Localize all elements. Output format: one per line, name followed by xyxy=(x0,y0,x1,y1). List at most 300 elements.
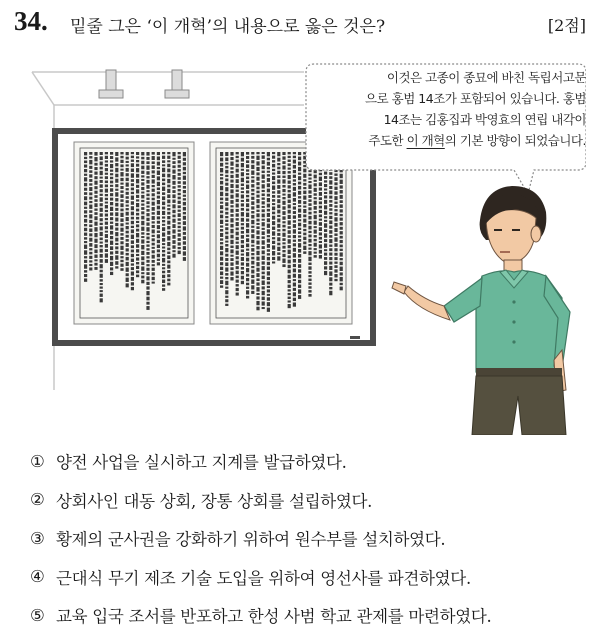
choice-text: 교육 입국 조서를 반포하고 한성 사범 학교 관제를 마련하였다. xyxy=(56,607,492,627)
document-glyph xyxy=(220,277,223,279)
document-glyph xyxy=(162,179,165,182)
document-glyph xyxy=(314,235,317,237)
document-glyph xyxy=(100,152,103,155)
document-glyph xyxy=(329,190,332,194)
document-glyph xyxy=(84,202,87,206)
document-glyph xyxy=(334,191,337,194)
document-glyph xyxy=(152,250,155,253)
document-glyph xyxy=(110,246,113,250)
document-glyph xyxy=(319,197,322,200)
document-glyph xyxy=(105,198,108,200)
document-glyph xyxy=(298,196,301,198)
document-glyph xyxy=(288,230,291,234)
document-glyph xyxy=(246,169,249,171)
document-glyph xyxy=(146,297,149,301)
document-glyph xyxy=(146,286,149,289)
document-glyph xyxy=(256,161,259,165)
document-glyph xyxy=(334,237,337,241)
choice-number: ④ xyxy=(30,567,45,587)
document-glyph xyxy=(157,211,160,215)
document-glyph xyxy=(120,241,123,244)
document-glyph xyxy=(288,293,291,295)
document-glyph xyxy=(100,213,103,216)
document-glyph xyxy=(100,237,103,240)
document-glyph xyxy=(277,210,280,214)
document-glyph xyxy=(236,266,239,269)
document-glyph xyxy=(277,185,280,189)
document-glyph xyxy=(120,260,123,262)
document-glyph xyxy=(105,205,108,209)
document-glyph xyxy=(146,185,149,189)
document-glyph xyxy=(308,244,311,246)
document-glyph xyxy=(100,194,103,196)
document-glyph xyxy=(131,229,134,233)
document-glyph xyxy=(141,256,144,260)
document-glyph xyxy=(230,157,233,160)
document-glyph xyxy=(340,262,343,265)
document-glyph xyxy=(84,224,87,226)
document-glyph xyxy=(126,212,129,216)
document-glyph xyxy=(314,201,317,205)
document-glyph xyxy=(288,239,291,243)
document-glyph xyxy=(293,288,296,291)
document-glyph xyxy=(329,239,332,243)
document-glyph xyxy=(329,277,332,281)
document-glyph xyxy=(84,270,87,272)
document-glyph xyxy=(178,177,181,180)
document-glyph xyxy=(225,258,228,261)
document-glyph xyxy=(256,172,259,175)
document-glyph xyxy=(105,249,108,252)
document-glyph xyxy=(282,250,285,252)
document-glyph xyxy=(157,240,160,243)
document-glyph xyxy=(105,164,108,167)
document-glyph xyxy=(152,198,155,201)
document-glyph xyxy=(225,152,228,156)
document-glyph xyxy=(251,248,254,252)
document-glyph xyxy=(100,259,103,263)
document-glyph xyxy=(267,162,270,166)
document-glyph xyxy=(251,193,254,195)
document-glyph xyxy=(230,267,233,270)
document-glyph xyxy=(220,177,223,179)
document-glyph xyxy=(246,263,249,267)
document-glyph xyxy=(84,219,87,223)
document-glyph xyxy=(141,207,144,210)
document-glyph xyxy=(282,264,285,267)
document-glyph xyxy=(120,199,123,202)
document-glyph xyxy=(146,227,149,231)
document-glyph xyxy=(220,181,223,185)
document-glyph xyxy=(152,216,155,220)
document-glyph xyxy=(288,215,291,219)
document-glyph xyxy=(282,197,285,199)
document-glyph xyxy=(324,239,327,242)
document-glyph xyxy=(126,243,129,247)
document-glyph xyxy=(94,152,97,156)
document-glyph xyxy=(141,211,144,214)
document-glyph xyxy=(251,189,254,192)
document-glyph xyxy=(84,157,87,159)
document-glyph xyxy=(319,250,322,254)
document-glyph xyxy=(241,249,244,252)
document-glyph xyxy=(288,152,291,154)
document-glyph xyxy=(246,274,249,277)
document-glyph xyxy=(141,239,144,243)
document-glyph xyxy=(256,195,259,198)
document-glyph xyxy=(298,223,301,227)
document-glyph xyxy=(298,289,301,293)
document-glyph xyxy=(251,152,254,154)
document-glyph xyxy=(84,169,87,172)
choice-text: 상회사인 대동 상회, 장통 상회를 설립하였다. xyxy=(56,491,373,511)
document-glyph xyxy=(277,163,280,165)
document-glyph xyxy=(172,158,175,160)
document-glyph xyxy=(141,272,144,274)
document-glyph xyxy=(115,232,118,236)
document-glyph xyxy=(241,195,244,199)
document-glyph xyxy=(126,283,129,287)
document-glyph xyxy=(94,176,97,179)
document-glyph xyxy=(267,262,270,265)
document-glyph xyxy=(131,271,134,275)
document-glyph xyxy=(152,193,155,196)
document-glyph xyxy=(251,291,254,294)
document-glyph xyxy=(236,271,239,275)
document-glyph xyxy=(220,238,223,240)
document-glyph xyxy=(308,231,311,233)
document-glyph xyxy=(308,178,311,180)
document-glyph xyxy=(262,174,265,178)
document-glyph xyxy=(246,243,249,247)
document-glyph xyxy=(220,267,223,270)
document-glyph xyxy=(141,152,144,155)
document-glyph xyxy=(131,163,134,167)
document-glyph xyxy=(89,152,92,155)
document-glyph xyxy=(256,230,259,234)
document-glyph xyxy=(136,249,139,252)
document-glyph xyxy=(282,185,285,188)
document-glyph xyxy=(308,190,311,193)
document-glyph xyxy=(178,233,181,236)
document-glyph xyxy=(100,283,103,285)
document-glyph xyxy=(94,212,97,215)
document-glyph xyxy=(152,229,155,233)
document-glyph xyxy=(141,227,144,231)
document-glyph xyxy=(293,220,296,222)
document-glyph xyxy=(141,204,144,206)
document-glyph xyxy=(246,156,249,159)
document-glyph xyxy=(246,177,249,180)
document-glyph xyxy=(100,184,103,187)
choice-2[interactable] xyxy=(30,481,590,520)
document-glyph xyxy=(324,200,327,204)
choice-4[interactable] xyxy=(30,558,590,597)
document-glyph xyxy=(172,250,175,252)
document-glyph xyxy=(251,279,254,283)
document-glyph xyxy=(324,205,327,209)
document-glyph xyxy=(84,152,87,155)
document-glyph xyxy=(152,202,155,206)
document-glyph xyxy=(308,294,311,297)
document-glyph xyxy=(230,214,233,217)
document-glyph xyxy=(324,261,327,265)
document-glyph xyxy=(324,172,327,175)
document-glyph xyxy=(334,173,337,175)
document-glyph xyxy=(272,164,275,167)
document-glyph xyxy=(298,285,301,288)
document-glyph xyxy=(105,234,108,238)
document-glyph xyxy=(167,248,170,251)
document-glyph xyxy=(172,210,175,213)
document-glyph xyxy=(152,282,155,284)
document-glyph xyxy=(84,233,87,236)
document-glyph xyxy=(94,203,97,207)
document-glyph xyxy=(157,245,160,248)
document-glyph xyxy=(220,215,223,219)
document-glyph xyxy=(340,245,343,248)
document-glyph xyxy=(115,243,118,245)
document-glyph xyxy=(308,184,311,188)
document-glyph xyxy=(319,214,322,217)
document-glyph xyxy=(267,178,270,182)
document-glyph xyxy=(115,261,118,265)
document-glyph xyxy=(89,243,92,247)
document-glyph xyxy=(172,152,175,156)
document-glyph xyxy=(303,183,306,186)
document-glyph xyxy=(329,225,332,228)
document-glyph xyxy=(298,186,301,190)
document-glyph xyxy=(272,221,275,225)
document-glyph xyxy=(105,156,108,159)
document-glyph xyxy=(236,256,239,259)
document-glyph xyxy=(136,257,139,260)
document-glyph xyxy=(334,177,337,181)
document-glyph xyxy=(146,201,149,204)
document-glyph xyxy=(157,234,160,238)
document-glyph xyxy=(324,271,327,275)
document-glyph xyxy=(303,209,306,213)
document-glyph xyxy=(152,179,155,183)
document-glyph xyxy=(89,205,92,209)
document-glyph xyxy=(267,281,270,284)
document-glyph xyxy=(183,167,186,171)
document-glyph xyxy=(162,152,165,154)
choice-5[interactable] xyxy=(30,596,590,630)
document-glyph xyxy=(172,235,175,239)
document-glyph xyxy=(246,213,249,217)
document-glyph xyxy=(141,276,144,279)
document-glyph xyxy=(288,270,291,274)
document-glyph xyxy=(262,261,265,264)
document-glyph xyxy=(162,267,165,269)
document-glyph xyxy=(136,213,139,216)
document-glyph xyxy=(152,165,155,169)
document-glyph xyxy=(100,270,103,273)
document-glyph xyxy=(105,168,108,171)
document-glyph xyxy=(162,284,165,286)
document-glyph xyxy=(267,244,270,248)
document-glyph xyxy=(334,253,337,256)
document-glyph xyxy=(172,186,175,189)
document-glyph xyxy=(167,221,170,225)
document-glyph xyxy=(288,220,291,224)
document-glyph xyxy=(288,297,291,299)
document-glyph xyxy=(303,206,306,208)
document-glyph xyxy=(256,246,259,249)
document-glyph xyxy=(308,235,311,238)
document-glyph xyxy=(236,251,239,255)
document-glyph xyxy=(340,200,343,203)
document-glyph xyxy=(220,246,223,250)
document-glyph xyxy=(126,161,129,163)
document-glyph xyxy=(167,265,170,269)
document-glyph xyxy=(298,235,301,237)
document-glyph xyxy=(220,174,223,176)
document-glyph xyxy=(308,221,311,225)
document-glyph xyxy=(84,177,87,181)
document-glyph xyxy=(293,170,296,173)
document-glyph xyxy=(157,200,160,204)
document-glyph xyxy=(340,214,343,216)
document-glyph xyxy=(272,172,275,174)
document-glyph xyxy=(251,156,254,159)
document-glyph xyxy=(308,275,311,277)
document-glyph xyxy=(146,218,149,221)
document-glyph xyxy=(288,204,291,208)
document-glyph xyxy=(178,230,181,232)
document-glyph xyxy=(94,157,97,161)
document-glyph xyxy=(94,181,97,185)
document-glyph xyxy=(246,268,249,272)
document-glyph xyxy=(146,291,149,295)
document-glyph xyxy=(298,280,301,283)
document-glyph xyxy=(314,221,317,225)
document-glyph xyxy=(115,246,118,249)
document-glyph xyxy=(246,209,249,212)
document-glyph xyxy=(89,224,92,227)
document-glyph xyxy=(89,256,92,259)
document-glyph xyxy=(277,175,280,178)
document-glyph xyxy=(272,206,275,210)
document-glyph xyxy=(262,240,265,244)
document-glyph xyxy=(308,174,311,176)
document-glyph xyxy=(277,247,280,251)
document-glyph xyxy=(126,182,129,186)
document-glyph xyxy=(314,248,317,250)
document-glyph xyxy=(329,216,332,219)
document-glyph xyxy=(136,254,139,256)
document-glyph xyxy=(241,271,244,274)
question-points: [2점] xyxy=(547,16,586,35)
document-glyph xyxy=(340,272,343,275)
document-glyph xyxy=(157,176,160,180)
document-glyph xyxy=(267,209,270,212)
document-glyph xyxy=(84,256,87,258)
document-glyph xyxy=(162,202,165,206)
document-glyph xyxy=(225,277,228,279)
document-glyph xyxy=(105,160,108,162)
document-glyph xyxy=(308,170,311,172)
document-glyph xyxy=(288,235,291,238)
document-glyph xyxy=(100,286,103,288)
document-glyph xyxy=(115,152,118,156)
document-glyph xyxy=(94,267,97,270)
document-glyph xyxy=(183,212,186,214)
choice-3[interactable] xyxy=(30,519,590,558)
document-glyph xyxy=(146,306,149,310)
document-glyph xyxy=(262,276,265,279)
document-glyph xyxy=(141,221,144,225)
document-glyph xyxy=(225,267,228,271)
document-glyph xyxy=(298,249,301,253)
document-glyph xyxy=(282,258,285,262)
document-glyph xyxy=(241,200,244,202)
document-glyph xyxy=(152,212,155,215)
document-glyph xyxy=(329,200,332,203)
document-glyph xyxy=(84,274,87,277)
document-glyph xyxy=(334,265,337,268)
document-glyph xyxy=(230,229,233,233)
document-glyph xyxy=(267,302,270,306)
document-glyph xyxy=(314,243,317,247)
question-number: 34. xyxy=(14,6,48,36)
document-glyph xyxy=(105,239,108,242)
document-glyph xyxy=(256,223,259,225)
document-glyph xyxy=(303,169,306,173)
document-glyph xyxy=(340,283,343,285)
document-glyph xyxy=(84,183,87,186)
document-glyph xyxy=(100,294,103,297)
document-glyph xyxy=(277,229,280,231)
document-glyph xyxy=(220,198,223,201)
document-glyph xyxy=(293,203,296,205)
document-glyph xyxy=(105,202,108,204)
document-glyph xyxy=(236,203,239,207)
document-glyph xyxy=(334,262,337,264)
document-glyph xyxy=(100,290,103,292)
document-glyph xyxy=(251,229,254,233)
document-glyph xyxy=(172,181,175,185)
document-glyph xyxy=(152,272,155,275)
document-glyph xyxy=(251,215,254,219)
document-glyph xyxy=(293,187,296,191)
document-glyph xyxy=(162,258,165,262)
document-glyph xyxy=(246,190,249,193)
choice-1[interactable] xyxy=(30,442,590,481)
document-glyph xyxy=(172,161,175,164)
document-glyph xyxy=(220,186,223,190)
document-glyph xyxy=(141,195,144,199)
document-glyph xyxy=(262,166,265,170)
document-glyph xyxy=(136,160,139,162)
document-glyph xyxy=(225,241,228,243)
document-glyph xyxy=(136,209,139,212)
document-glyph xyxy=(172,170,175,174)
document-glyph xyxy=(225,244,228,247)
document-glyph xyxy=(152,185,155,187)
document-glyph xyxy=(251,206,254,209)
document-glyph xyxy=(230,200,233,204)
document-glyph xyxy=(162,216,165,218)
document-glyph xyxy=(293,206,296,209)
document-glyph xyxy=(251,160,254,163)
document-glyph xyxy=(334,217,337,221)
document-glyph xyxy=(178,251,181,255)
document-glyph xyxy=(110,236,113,239)
document-glyph xyxy=(131,152,134,154)
document-glyph xyxy=(262,256,265,260)
